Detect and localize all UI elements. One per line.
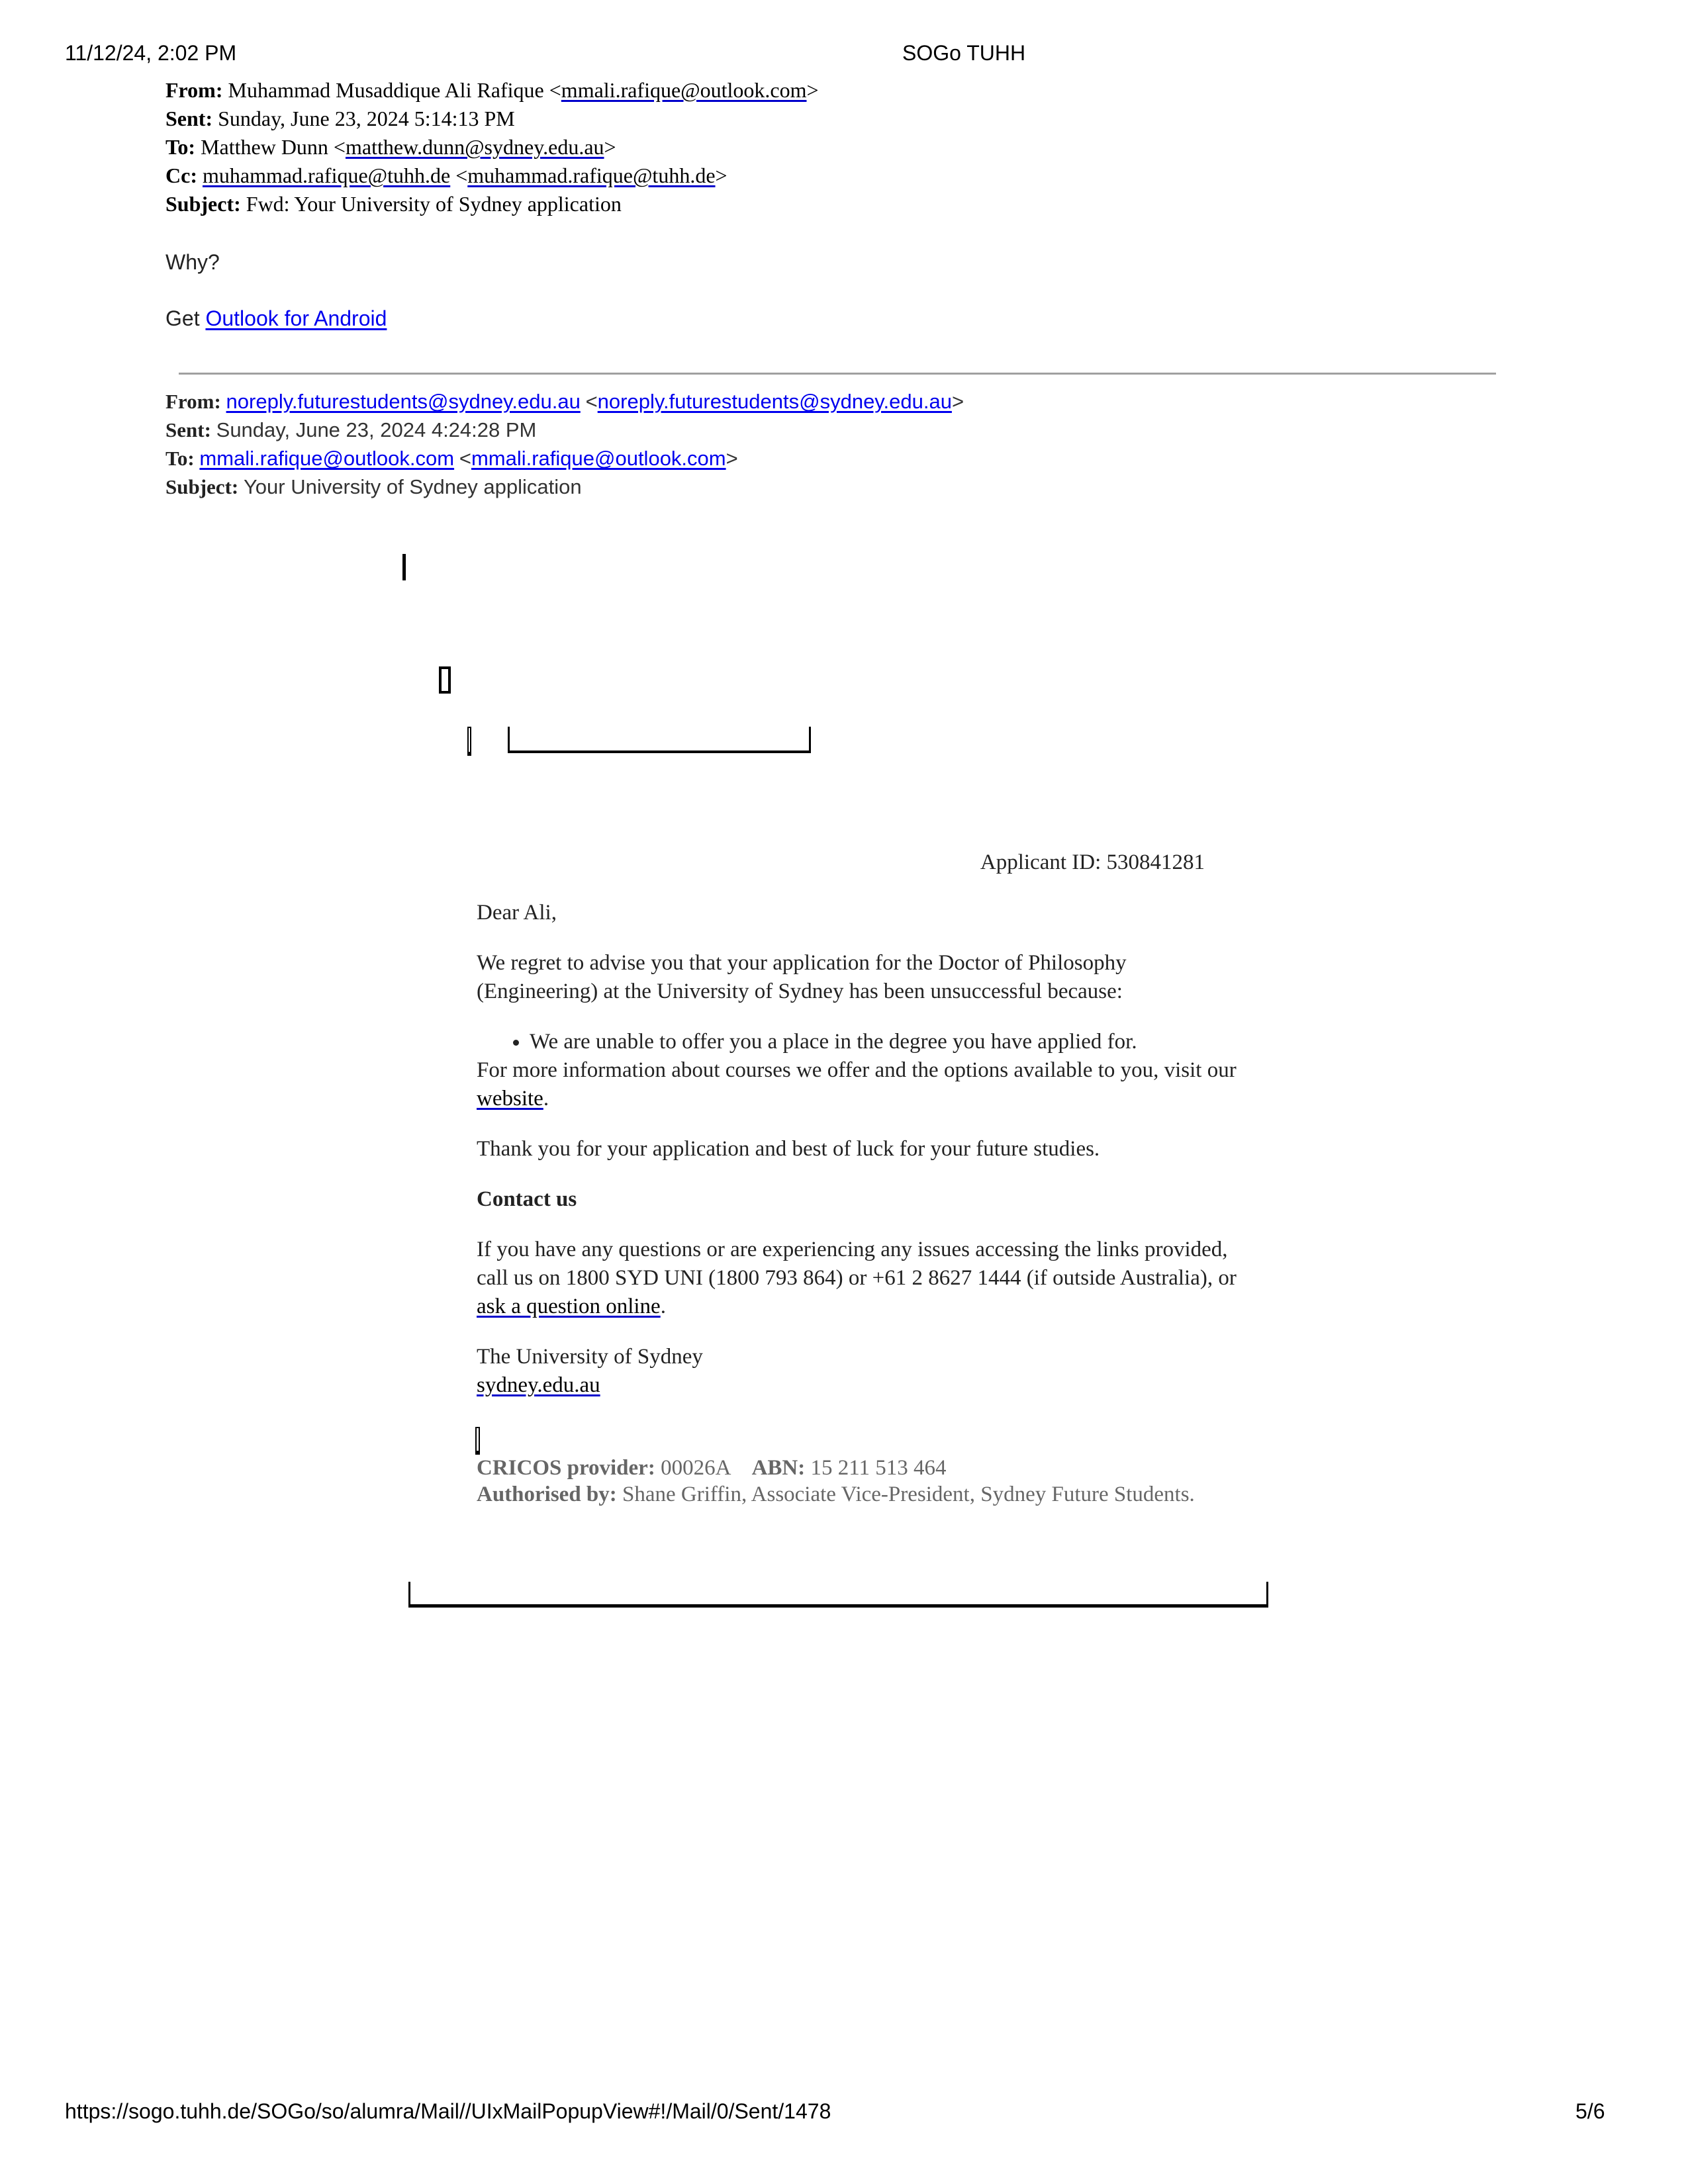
subject-value: Fwd: Your University of Sydney application: [246, 192, 622, 216]
subject-label: Subject:: [165, 475, 239, 498]
forward-message: Why?: [165, 250, 220, 274]
sent-value: Sunday, June 23, 2024 5:14:13 PM: [218, 107, 515, 130]
sent-value: Sunday, June 23, 2024 4:24:28 PM: [216, 418, 537, 441]
forward-subject-row: [165, 190, 819, 218]
original-header: [165, 387, 964, 501]
original-to-email-link[interactable]: mmali.rafique@outlook.com: [471, 447, 726, 470]
legal-footer: [477, 1455, 1238, 1508]
regret-paragraph: We regret to advise you that your application for the Doctor of Philosophy (Engineering) at the University of Sydney has been unsuccessful because:: [477, 951, 1127, 1003]
reason-item: • We are unable to offer you a place in the degree you have applied for.: [530, 1028, 1238, 1056]
more-info: For more information about courses we offer and the options available to you, visit our website.: [477, 1058, 1237, 1111]
forward-to-row: To: Matthew Dunn <matthew.dunn@sydney.edu.au>: [165, 135, 616, 159]
from-label: From:: [165, 390, 221, 413]
contact-paragraph: If you have any questions or are experiencing any issues accessing the links provided, call us on 1800 SYD UNI (1800 793 864) or +61 2 8627 1444 (if outside Australia), or ask a question online.: [477, 1238, 1237, 1318]
subject-value: Your University of Sydney application: [243, 475, 582, 498]
website-link[interactable]: website: [477, 1087, 543, 1111]
broken-image-placeholder-icon: [439, 666, 451, 694]
reasons-list: [477, 1028, 1238, 1056]
page-number: 5/6: [1575, 2099, 1605, 2123]
from-name: Muhammad Musaddique Ali Rafique: [228, 78, 544, 102]
broken-image-mark: [402, 554, 406, 580]
broken-image-mark: [475, 1427, 480, 1455]
get-prefix: Get: [165, 306, 200, 330]
divider: [179, 373, 1496, 375]
signature-org: The University of Sydney: [477, 1345, 703, 1369]
ask-question-link[interactable]: ask a question online: [477, 1295, 661, 1318]
original-from-email-link[interactable]: noreply.futurestudents@sydney.edu.au: [597, 390, 952, 413]
to-label: To:: [165, 135, 196, 159]
forward-sent-row: [165, 105, 819, 133]
print-datetime: 11/12/24, 2:02 PM: [65, 41, 237, 65]
original-to-name-link[interactable]: mmali.rafique@outlook.com: [199, 447, 455, 470]
contact-heading: Contact us: [477, 1187, 577, 1211]
forward-header: [165, 76, 819, 218]
table-border: [408, 1582, 1268, 1608]
print-url: https://sogo.tuhh.de/SOGo/so/alumra/Mail//UIxMailPopupView#!/Mail/0/Sent/1478: [65, 2099, 831, 2123]
outlook-for-android-link[interactable]: Outlook for Android: [205, 306, 387, 330]
cc-email-link[interactable]: muhammad.rafique@tuhh.de: [467, 163, 716, 187]
authorised-row: Authorised by: Shane Griffin, Associate Vice-President, Sydney Future Students.: [477, 1482, 1195, 1506]
thanks: Thank you for your application and best of luck for your future studies.: [477, 1137, 1100, 1161]
authorised-value: Shane Griffin, Associate Vice-President, Sydney Future Students.: [622, 1482, 1195, 1506]
original-sent-row: [165, 416, 964, 444]
original-to-row: To: mmali.rafique@outlook.com <mmali.rafique@outlook.com>: [165, 447, 738, 470]
forward-from-row: From: Muhammad Musaddique Ali Rafique <mmali.rafique@outlook.com>: [165, 78, 819, 102]
original-from-name-link[interactable]: noreply.futurestudents@sydney.edu.au: [226, 390, 581, 413]
cc-label: Cc:: [165, 163, 197, 187]
original-subject-row: [165, 473, 964, 501]
cricos-value: 00026A: [661, 1456, 730, 1480]
to-label: To:: [165, 447, 195, 470]
to-email-link[interactable]: matthew.dunn@sydney.edu.au: [345, 135, 604, 159]
sydney-website-link[interactable]: sydney.edu.au: [477, 1373, 600, 1397]
abn-value: 15 211 513 464: [810, 1456, 947, 1480]
table-border: [508, 727, 811, 753]
greeting: Dear Ali,: [477, 901, 557, 925]
subject-label: Subject:: [165, 192, 241, 216]
outlook-promo: [165, 306, 387, 331]
to-name: Matthew Dunn: [201, 135, 328, 159]
letter-body: [477, 899, 1238, 1400]
forward-cc-row: Cc: muhammad.rafique@tuhh.de <muhammad.rafique@tuhh.de>: [165, 163, 727, 187]
print-title: SOGo TUHH: [902, 41, 1026, 65]
sent-label: Sent:: [165, 107, 213, 130]
from-email-link[interactable]: mmali.rafique@outlook.com: [561, 78, 807, 102]
sent-label: Sent:: [165, 418, 211, 441]
broken-image-mark: [467, 727, 471, 756]
cc-name-link[interactable]: muhammad.rafique@tuhh.de: [202, 163, 451, 187]
from-label: From:: [165, 78, 223, 102]
applicant-id: Applicant ID: 530841281: [980, 850, 1205, 874]
cricos-row: CRICOS provider: 00026A ABN: 15 211 513 464: [477, 1456, 947, 1480]
original-from-row: From: noreply.futurestudents@sydney.edu.au <noreply.futurestudents@sydney.edu.au>: [165, 390, 964, 413]
